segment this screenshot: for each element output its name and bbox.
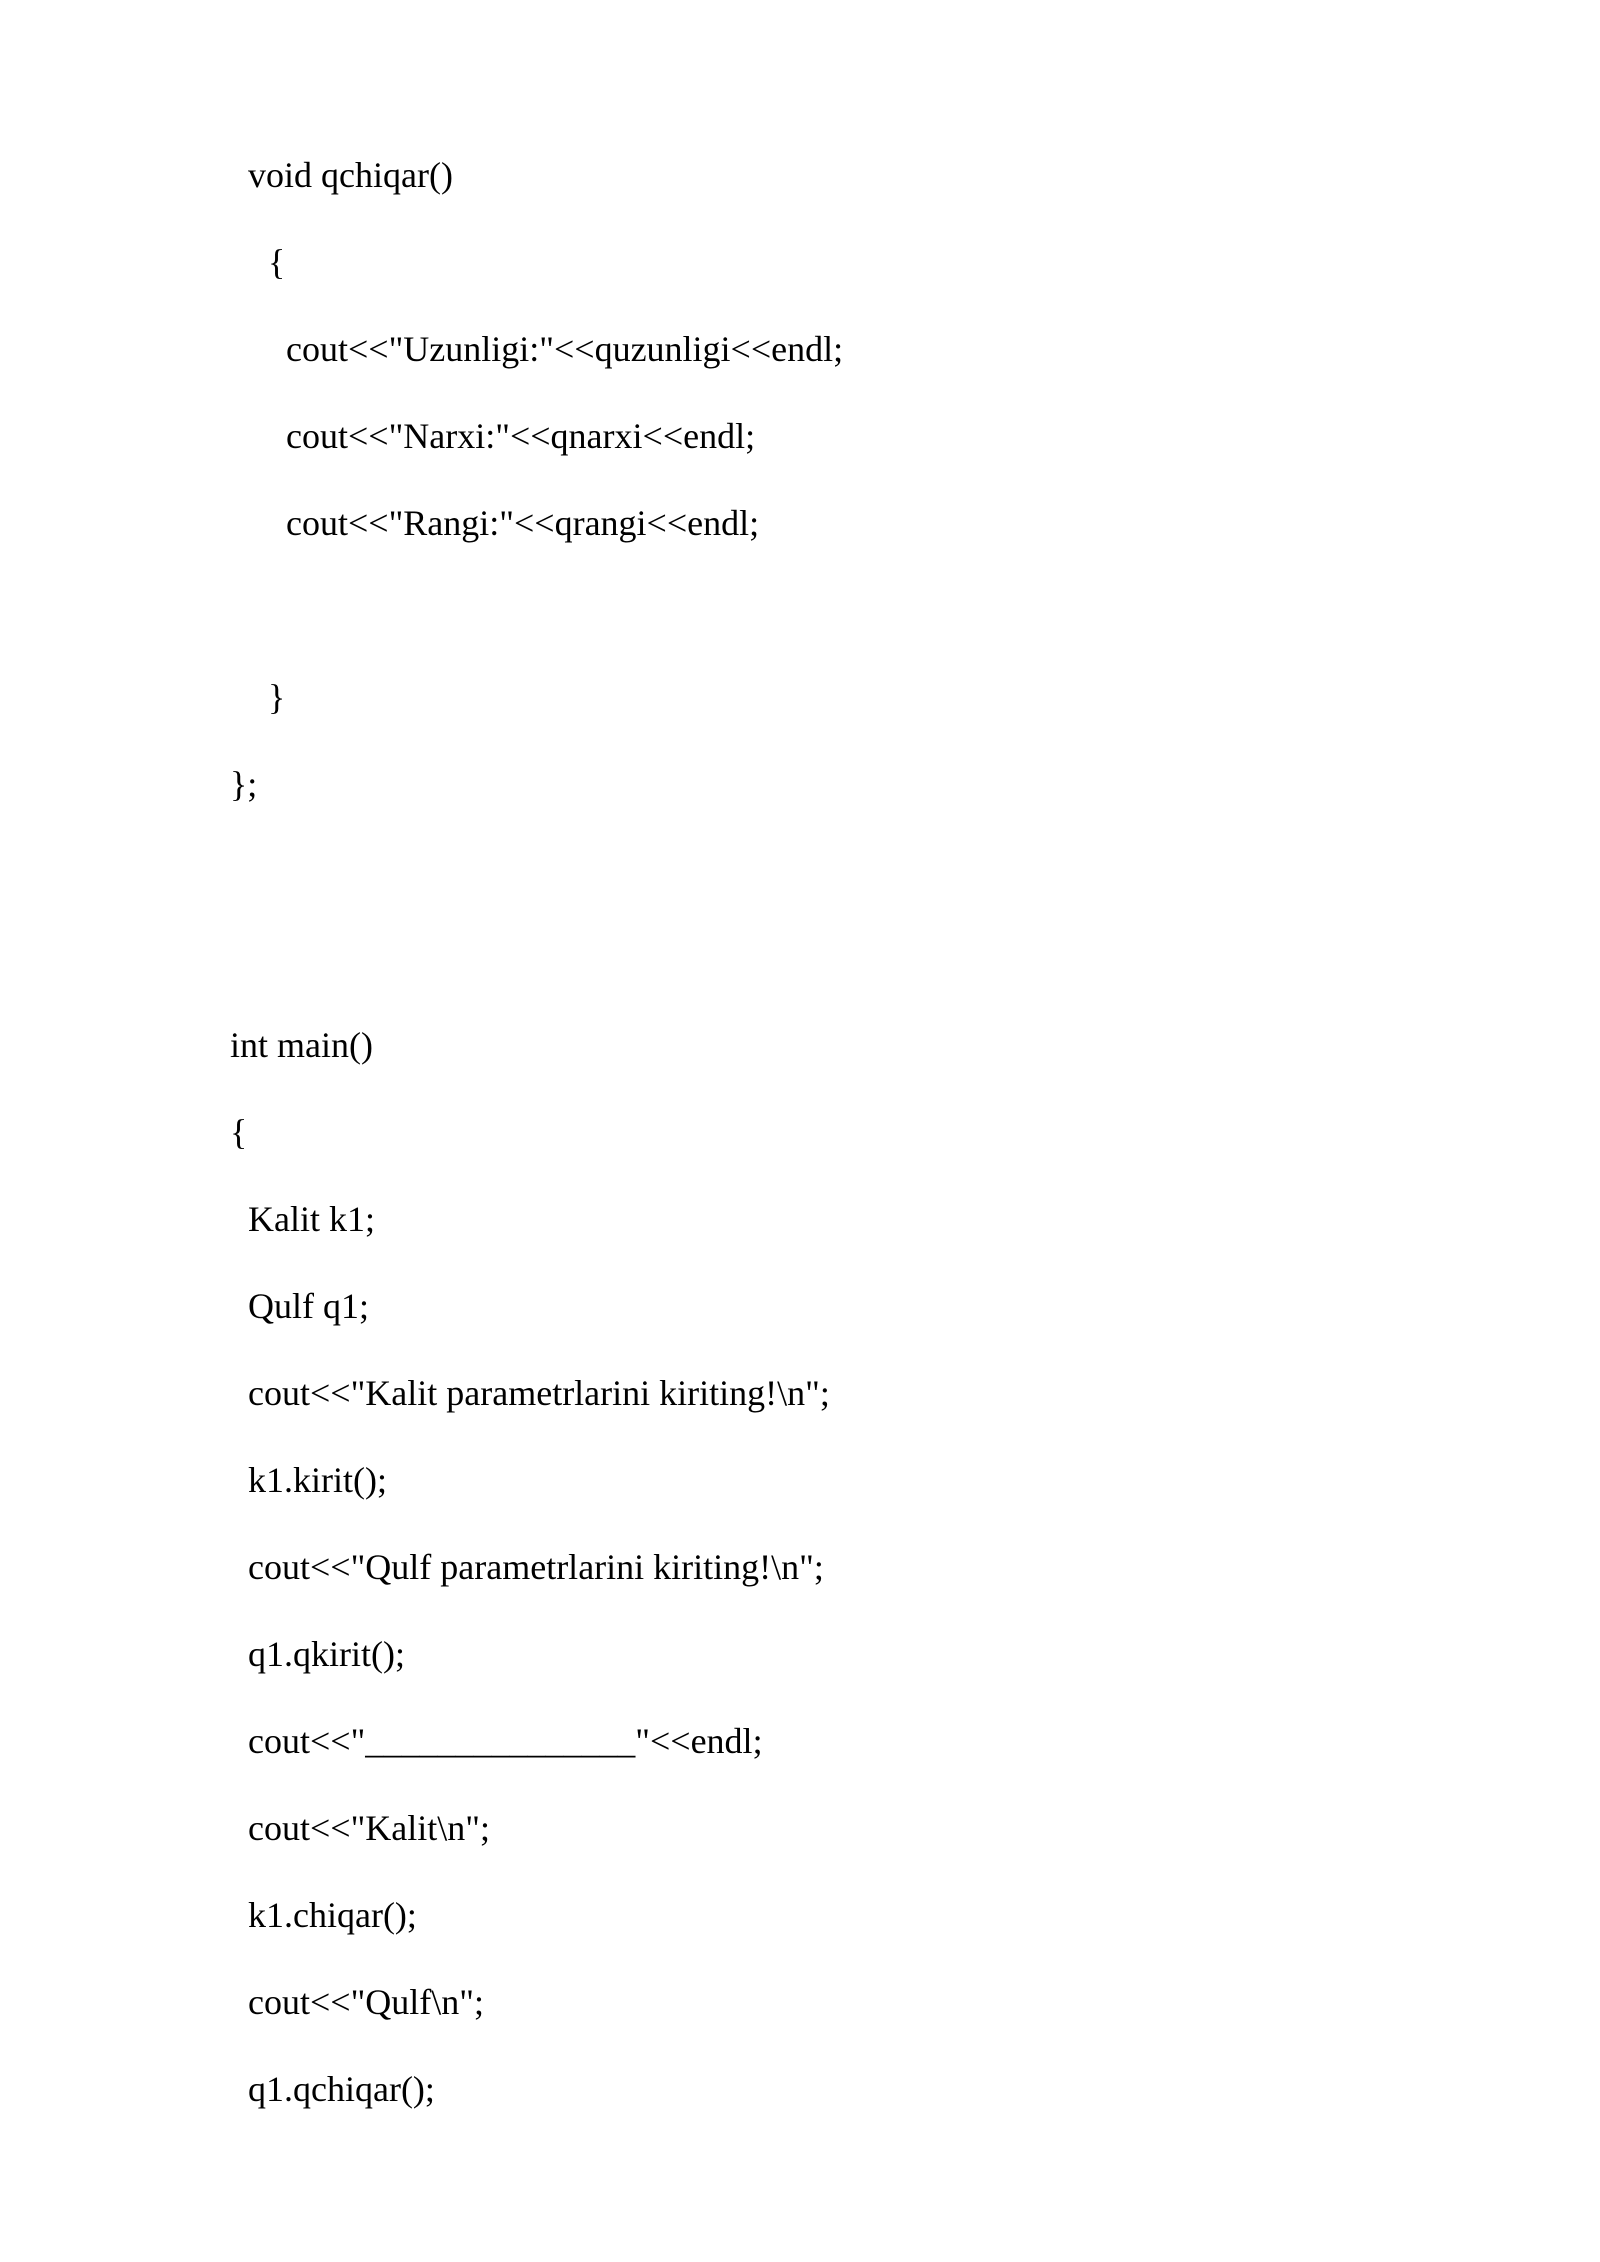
code-line: cout<<"Kalit parametrlarini kiriting!\n"; (248, 1373, 830, 1413)
code-line: }; (230, 764, 258, 804)
code-line: cout<<"Qulf parametrlarini kiriting!\n"; (248, 1547, 824, 1587)
code-line: cout<<"Kalit\n"; (248, 1808, 490, 1848)
code-line: } (268, 677, 286, 717)
code-line: cout<<"Narxi:"<<qnarxi<<endl; (286, 416, 756, 456)
code-line: k1.kirit(); (248, 1460, 387, 1500)
code-line: cout<<"Rangi:"<<qrangi<<endl; (286, 503, 760, 543)
code-line: cout<<"Qulf\n"; (248, 1982, 484, 2022)
code-line: { (230, 1112, 248, 1152)
code-line: Qulf q1; (248, 1286, 369, 1326)
code-line: Kalit k1; (248, 1199, 375, 1239)
code-line: q1.qchiqar(); (248, 2069, 435, 2109)
code-line: cout<<"Uzunligi:"<<quzunligi<<endl; (286, 329, 844, 369)
code-line: k1.chiqar(); (248, 1895, 417, 1935)
code-line: { (268, 242, 286, 282)
code-line: int main() (230, 1025, 373, 1065)
code-line: void qchiqar() (248, 155, 453, 195)
code-line: q1.qkirit(); (248, 1634, 405, 1674)
code-line: cout<<"_______________"<<endl; (248, 1721, 763, 1761)
